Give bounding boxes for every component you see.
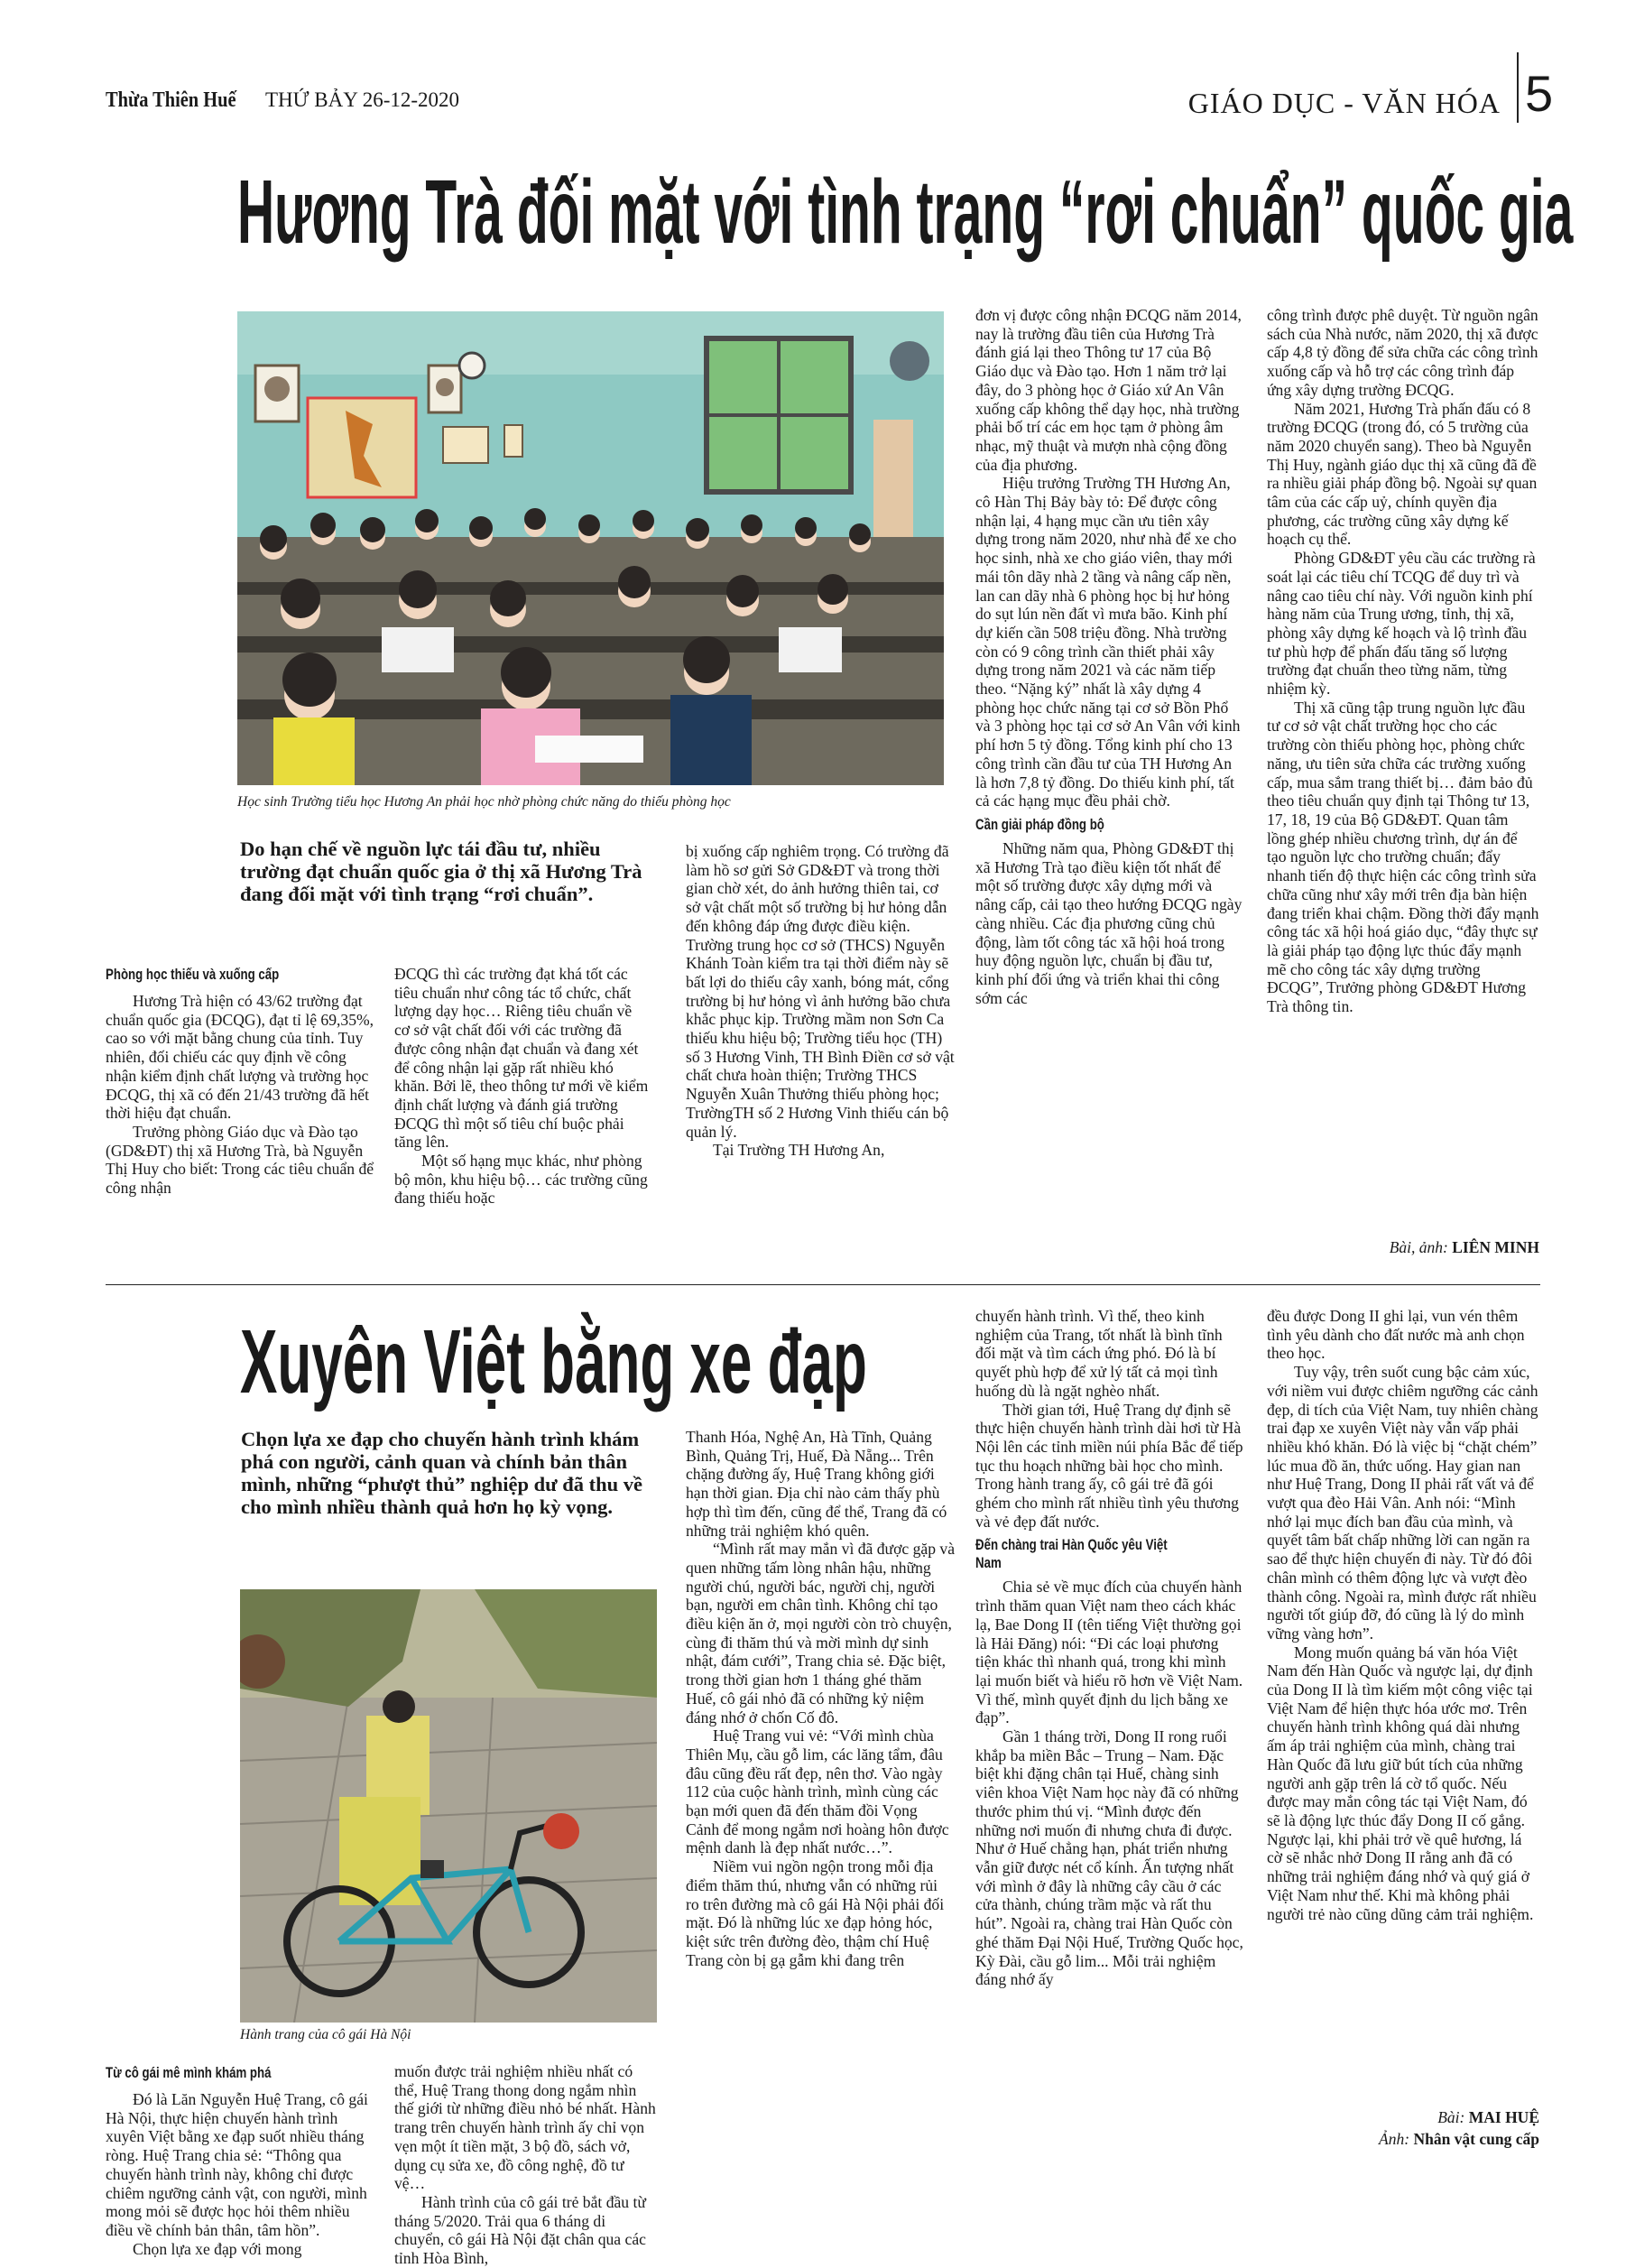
article2-headline: Xuyên Việt bằng xe đạp	[240, 1311, 867, 1412]
paragraph: Chia sẻ về mục đích của chuyến hành trình thăm quan Việt nam theo cách khác lạ, Bae Dong II (tên tiếng Việt thường gọi là Hải Đăng) nói: “Đi các loại phương tiện khác thì nhanh quá, trong khi mình lại muốn biết và hiểu rõ hơn về Việt Nam. Vì thế, mình quyết định du lịch bằng xe đạp”.	[975, 1578, 1243, 1727]
paragraph: đơn vị được công nhận ĐCQG năm 2014, nay là trường đầu tiên của Hương Trà đánh giá lại theo Thông tư 17 của Bộ Giáo dục và Đào tạo. Hơn 1 năm trở lại đây, do 3 phòng học ở Giáo xứ An Vân xuống cấp không thể dạy học, nhà trường phải bố trí các em học tạm ở phòng âm nhạc, mỹ thuật và mượn nhà cộng đồng của địa phương.	[975, 306, 1242, 474]
article2-column-2	[394, 2062, 656, 2268]
bicycle-photo	[240, 1589, 657, 2023]
article1-column-2	[394, 965, 651, 1208]
classroom-photo	[237, 311, 944, 785]
article1-subhead-1: Phòng học thiếu và xuống cấp	[106, 966, 280, 983]
issue-date: THỨ BẢY 26-12-2020	[265, 88, 460, 111]
article-separator	[106, 1284, 1540, 1285]
paragraph: Tại Trường TH Hương An,	[713, 1141, 885, 1160]
article1-subhead-2: Cần giải pháp đồng bộ	[975, 815, 1104, 833]
article1-column-4	[975, 306, 1244, 1007]
paragraph: Thị xã cũng tập trung nguồn lực đầu tư cơ sở vật chất trường học cho các trường còn thiếu phòng học, phòng chức năng, ưu tiên sửa chữa các trường xuống cấp, mua sắm trang thiết bị… đảm bảo đủ theo tiêu chuẩn quy định tại Thông tư 13, 17, 18, 19 của Bộ GD&ĐT. Quan tâm lồng ghép nhiều chương trình, dự án để tạo nguồn lực cho trường chuẩn; đẩy nhanh tiến độ thực hiện các công trình sửa chữa cũng như xây mới trên địa bàn hiện đang triển khai chậm. Đồng thời đẩy mạnh công tác xã hội hoá giáo dục, “đây thực sự là giải pháp tạo động lực thúc đẩy mạnh mẽ cho công tác xây dựng trường ĐCQG”, Trưởng phòng GD&ĐT Hương Trà thông tin.	[1267, 698, 1539, 1016]
paragraph: Niềm vui ngồn ngộn trong mỗi địa điểm thăm thú, nhưng vẫn có những rủi ro trên đường mà cô gái Hà Nội phải đối mặt. Đó là những lúc xe đạp hỏng hóc, kiệt sức trên đường đèo, thậm chí Huệ Trang còn bị gạ gẫm khi đang trên	[686, 1857, 945, 1969]
article2-column-3	[686, 1428, 955, 1969]
paragraph: Hành trình của cô gái trẻ bắt đầu từ tháng 5/2020. Trải qua 6 tháng di chuyển, cô gái Hà Nội đặt chân qua các tỉnh Hòa Bình,	[394, 2192, 646, 2268]
article1-photo-caption: Học sinh Trường tiểu học Hương An phải học nhờ phòng chức năng do thiếu phòng học	[237, 794, 731, 810]
classroom-photo-image	[237, 311, 944, 785]
paragraph: đều được Dong II ghi lại, vun vén thêm tình yêu dành cho đất nước mà anh chọn theo học.	[1267, 1307, 1525, 1363]
article2-subhead-2: Đến chàng trai Hàn Quốc yêu Việt Nam	[975, 1536, 1168, 1572]
header-divider	[1517, 52, 1519, 123]
paragraph: Mong muốn quảng bá văn hóa Việt Nam đến Hàn Quốc và ngược lại, dự định của Dong II là tìm kiếm một công việc tại Việt Nam để hiện thực hóa ước mơ. Trên chuyến hành trình không quá dài nhưng ấm áp trải nghiệm của mình, chàng trai Hàn Quốc đã lưu giữ bút tích của những người anh gặp trên lá cờ tổ quốc. Nếu được may mắn công tác tại Việt Nam, đó sẽ là động lực thúc đẩy Dong II cố gắng. Ngược lại, khi phải trở về quê hương, lá cờ sẽ nhắc nhở Dong II rằng anh đã có những trải nghiệm đáng nhớ và quý giá ở Việt Nam như thế. Khi mà không phải người trẻ nào cũng dũng cảm trải nghiệm.	[1267, 1643, 1534, 1923]
article1-column-3	[686, 842, 955, 1160]
byline-author	[1267, 2106, 1539, 2128]
page-header	[106, 65, 1554, 122]
paragraph: công trình được phê duyệt. Từ nguồn ngân sách của Nhà nước, năm 2020, thị xã được cấp 4,8 tỷ đồng để sửa chữa các công trình xuống cấp và hỗ trợ các công trình đáp ứng xây dựng trường ĐCQG.	[1267, 306, 1538, 399]
byline-label: Bài:	[1437, 2108, 1465, 2126]
paragraph: Năm 2021, Hương Trà phấn đấu có 8 trường ĐCQG (trong đó, có 5 trường của năm 2020 chuyển sang). Theo bà Nguyễn Thị Huy, ngành giáo dục thị xã cũng đã đề ra nhiều giải pháp đồng bộ. Ngoài sự quan tâm của các cấp uỷ, chính quyền địa phương, các trường cũng xây dựng kế hoạch cụ thể.	[1267, 399, 1538, 549]
paragraph: Hiệu trưởng Trường TH Hương An, cô Hàn Thị Bảy bày tỏ: Để được công nhận lại, 4 hạng mục cần ưu tiên xây dựng trong năm 2020, như nhà để xe cho học sinh, nhà xe cho giáo viên, thay mới mái tôn dãy nhà 2 tầng và nâng cấp nền, lan can dãy nhà 6 phòng học bị hư hỏng do sụt lún nền đất vì mưa bão. Kinh phí dự kiến cần 508 triệu đồng. Nhà trường còn có 9 công trình cần thiết phải xây dựng trong năm 2021 và các năm tiếp theo. “Nặng ký” nhất là xây dựng 4 phòng học chức năng tại cơ sở Bồn Phổ và 3 phòng học tại cơ sở An Vân với kinh phí hơn 5 tỷ đồng. Tổng kinh phí cho 13 công trình cần đầu tư của TH Hương An là hơn 7,8 tỷ đồng. Do thiếu kinh phí, tất cả các hạng mục đều phải chờ.	[975, 474, 1241, 810]
byline-label: Bài, ảnh:	[1389, 1238, 1448, 1256]
bicycle-photo-image	[240, 1589, 657, 2023]
paragraph: bị xuống cấp nghiêm trọng. Có trường đã làm hồ sơ gửi Sở GD&ĐT và trong thời gian chờ xét, do ảnh hưởng thiên tai, cơ sở vật chất một số trường bị hư hỏng dẫn đến không đáp ứng được điều kiện. Trường trung học cơ sở (THCS) Nguyễn Khánh Toàn kiểm tra tại thời điểm này sẽ bất lợi do thiếu cây xanh, bóng mát, cổng trường bị hư hỏng vì ảnh hưởng bão chưa khắc phục kịp. Trường mầm non Sơn Ca thiếu khu hiệu bộ; Trường tiểu học (TH) số 3 Hương Vinh, TH Bình Điền cơ sở vật chất chưa hoàn thiện; Trường THCS Nguyễn Xuân Thưởng thiếu phòng học; TrườngTH số 2 Hương Vinh thiếu cán bộ quản lý.	[686, 842, 955, 1141]
article2-subhead-1: Từ cô gái mê mình khám phá	[106, 2064, 272, 2081]
paragraph: chuyến hành trình. Vì thế, theo kinh nghiệm của Trang, tốt nhất là bình tĩnh đối mặt và tìm cách ứng phó. Đó là bí quyết phù hợp để xử lý tất cả mọi tình huống dù là ngặt nghèo nhất.	[975, 1307, 1223, 1400]
byline-name: MAI HUỆ	[1468, 2108, 1539, 2126]
paper-name: Thừa Thiên Huế	[106, 88, 236, 112]
article2-lead: Chọn lựa xe đạp cho chuyến hành trình khám phá con người, cảnh quan và chính bản thân mình, những “phượt thủ” nghiệp dư đã thu về cho mình nhiều thành quả hơn họ kỳ vọng.	[241, 1428, 643, 1518]
paragraph: Huệ Trang vui vẻ: “Với mình chùa Thiên Mụ, cầu gỗ lim, các lăng tẩm, đâu đâu cũng đều rất đẹp, nên thơ. Vào ngày 112 của cuộc hành trình, mình cùng các bạn mới quen đã đến thăm đồi Vọng Cảnh để mong ngắm nơi hoàng hôn được mệnh danh là đẹp nhất nước…”.	[686, 1726, 949, 1857]
article2-photo-caption: Hành trang của cô gái Hà Nội	[240, 2027, 411, 2042]
byline-name: Nhân vật cung cấp	[1413, 2130, 1539, 2148]
article2-column-1	[106, 2061, 374, 2258]
paragraph: Chọn lựa xe đạp với mong	[133, 2239, 302, 2258]
article1-headline: Hương Trà đối mặt với tình trạng “rơi chuẩn” quốc gia	[237, 162, 1574, 263]
byline-name: LIÊN MINH	[1452, 1238, 1539, 1256]
section-title: GIÁO DỤC - VĂN HÓA	[1187, 87, 1501, 119]
article1-lead: Do hạn chế về nguồn lực tái đầu tư, nhiều trường đạt chuẩn quốc gia ở thị xã Hương Trà đang đối mặt với tình trạng “rơi chuẩn”.	[240, 838, 642, 905]
article1-byline	[1267, 1238, 1539, 1257]
paragraph: Hương Trà hiện có 43/62 trường đạt chuẩn quốc gia (ĐCQG), đạt tỉ lệ 69,35%, cao so với mặt bằng chung của tỉnh. Tuy nhiên, đối chiếu các quy định về công nhận kiểm định chất lượng và trường học ĐCQG, thị xã có đến 21/43 trường đã hết thời hiệu đạt chuẩn.	[106, 992, 374, 1123]
paragraph: Tuy vậy, trên suốt cung bậc cảm xúc, với niềm vui được chiêm ngưỡng các cảnh đẹp, di tích của Việt Nam, tuy nhiên chàng trai đạp xe xuyên Việt này vẫn vấp phải nhiều khó khăn. Đó là việc bị “chặt chém” lúc mua đồ ăn, thức uống. Hay gian nan như Huệ Trang, Dong II phải rất vất vả để vượt qua đèo Hải Vân. Anh nói: “Mình nhớ lại mục đích ban đầu của mình, và quyết tâm bất chấp những lời can ngăn ra sao để thực hiện chuyến đi này. Từ đó đôi chân mình có thêm động lực và vượt đèo thành công. Ngoài ra, mình được rất nhiều người tốt giúp đỡ, đó cũng là lý do mình vững vàng hơn”.	[1267, 1363, 1538, 1643]
paragraph: “Mình rất may mắn vì đã được gặp và quen những tấm lòng nhân hậu, những người chú, người bác, người chị, người bạn, người em chân tình. Không chỉ tạo điều kiện ăn ở, mọi người còn trò chuyện, cùng đi thăm thú và mời mình dự sinh nhật, đám cưới”, Trang chia sẻ. Đặc biệt, trong thời gian hơn 1 tháng ghé thăm Huế, cô gái nhỏ đã có những kỷ niệm đáng nhớ ở chốn Cố đô.	[686, 1540, 956, 1726]
paragraph: Một số hạng mục khác, như phòng bộ môn, khu hiệu bộ… các trường cũng đang thiếu hoặc	[394, 1152, 648, 1208]
article1-column-5	[1267, 306, 1539, 1016]
paragraph: Thanh Hóa, Nghệ An, Hà Tĩnh, Quảng Bình, Quảng Trị, Huế, Đà Nẵng... Trên chặng đường ấy, Huệ Trang không giới hạn thời gian. Địa chỉ nào cảm thấy phù hợp thì tìm đến, cũng để thể, Trang đã có những trải nghiệm khó quên.	[686, 1428, 947, 1540]
paragraph: Gần 1 tháng trời, Dong II rong ruổi khắp ba miền Bắc – Trung – Nam. Đặc biệt khi đặng chân tại Huế, chàng sinh viên khoa Việt Nam học này đã có những thước phim thú vị. “Mình được đến những nơi muốn đi nhưng chưa đi được. Như ở Huế chẳng hạn, phát triển nhưng vẫn giữ được nét cổ kính. Ấn tượng nhất với mình ở đây là những cây cầu ở các cửa thành, chúng trầm mặc và rất thu hút”. Ngoài ra, chàng trai Hàn Quốc còn ghé thăm Đại Nội Huế, Trường Quốc học, Kỳ Đài, cầu gỗ lim... Mỗi trải nghiệm đáng nhớ ấy	[975, 1727, 1243, 1989]
paragraph: Đó là Lăn Nguyễn Huệ Trang, cô gái Hà Nội, thực hiện chuyến hành trình xuyên Việt bằng xe đạp suốt nhiều tháng ròng. Huệ Trang chia sẻ: “Thông qua chuyến hành trình này, không chỉ được chiêm ngưỡng cảnh vật, con người, mình mong mỏi sẽ được học hỏi thêm nhiều điều về chính bản thân, tâm hồn”.	[106, 2090, 368, 2239]
article2-column-4	[975, 1307, 1244, 1989]
paragraph: Phòng GD&ĐT yêu cầu các trường rà soát lại các tiêu chí TCQG để duy trì và nâng cao tiêu chí này. Với nguồn kinh phí hàng năm của Trung ương, tỉnh, thị xã, phòng xây dựng kế hoạch và lộ trình đầu tư phù hợp để phấn đấu tăng số lượng trường đạt chuẩn theo từng năm, từng nhiệm kỳ.	[1267, 549, 1536, 699]
paragraph: Trưởng phòng Giáo dục và Đào tạo (GD&ĐT) thị xã Hương Trà, bà Nguyễn Thị Huy cho biết: Trong các tiêu chuẩn để công nhận	[106, 1122, 374, 1198]
article2-column-5	[1267, 1307, 1539, 1923]
paragraph: Thời gian tới, Huệ Trang dự định sẽ thực hiện chuyến hành trình dài hơi từ Hà Nội lên các tỉnh miền núi phía Bắc để tiếp tục thu hoạch những bài học cho mình. Trong hành trang ấy, cô gái trẻ đã gói ghém cho mình rất nhiều tình yêu thương và vẻ đẹp đất nước.	[975, 1400, 1243, 1531]
paragraph: Những năm qua, Phòng GD&ĐT thị xã Hương Trà tạo điều kiện tốt nhất để một số trường được xây dựng mới và nâng cấp, cải tạo theo hướng ĐCQG ngày càng nhiều. Các địa phương cũng chủ động, làm tốt công tác xã hội hoá trong huy động nguồn lực, chuẩn bị đầu tư, kinh phí đối ứng và triển khai thi công sớm các	[975, 838, 1243, 1007]
byline-photo	[1267, 2128, 1539, 2150]
byline-label: Ảnh:	[1379, 2130, 1410, 2148]
paragraph: muốn được trải nghiệm nhiều nhất có thể, Huệ Trang thong dong ngắm nhìn thế giới từ những điều nhỏ bé nhất. Hành trang trên chuyến hành trình ấy chỉ vọn vẹn một ít tiền mặt, 3 bộ đồ, sách vở, dụng cụ sửa xe, đồ công nghệ, đồ tư vệ…	[394, 2062, 656, 2193]
article1-column-1	[106, 963, 374, 1198]
paragraph: ĐCQG thì các trường đạt khá tốt các tiêu chuẩn như công tác tổ chức, chất lượng dạy học… Riêng tiêu chuẩn về cơ sở vật chất đối với các trường đã được công nhận đạt chuẩn và đang xét để công nhận lại gặp rất nhiều khó khăn. Bởi lẽ, theo thông tư mới về kiểm định chất lượng và đánh giá trường ĐCQG thì một số tiêu chí buộc phải tăng lên.	[394, 965, 649, 1152]
article2-byline	[1267, 2106, 1539, 2150]
page-number: 5	[1525, 65, 1554, 122]
